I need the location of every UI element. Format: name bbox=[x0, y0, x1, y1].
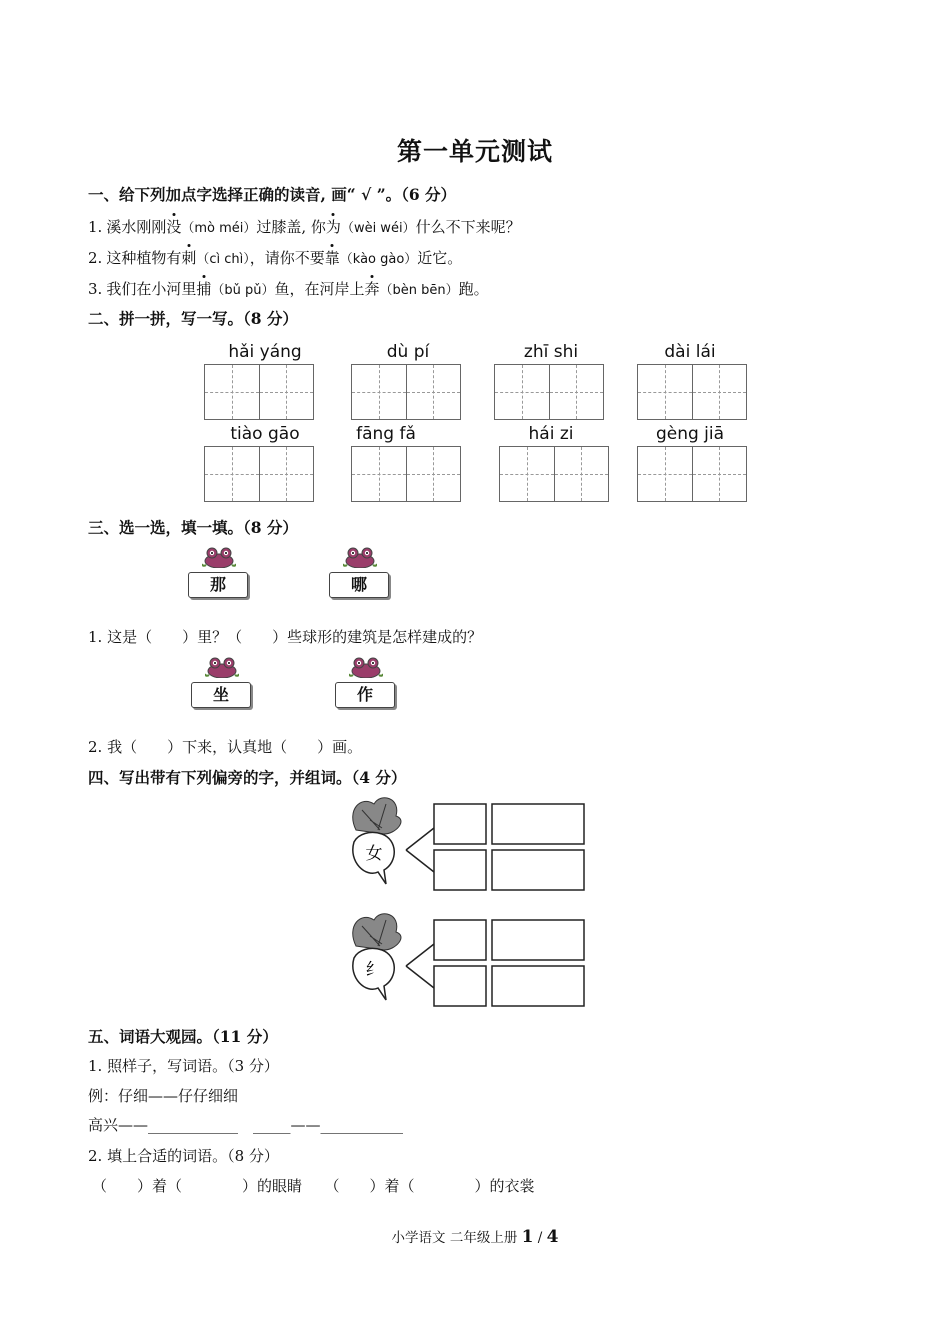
item-number: 1. bbox=[88, 218, 103, 236]
item-text: ，请你不要 bbox=[249, 249, 325, 267]
frog-icon bbox=[343, 546, 377, 568]
footer-sep: / bbox=[533, 1230, 547, 1246]
dotted-char: 没 bbox=[166, 218, 182, 236]
q5-part-1: 1. 照样子，写词语。（3 分） bbox=[88, 1057, 279, 1075]
pinyin-label: hǎi yáng bbox=[228, 342, 302, 362]
page-title: 第一单元测试 bbox=[396, 137, 553, 166]
frog-word-card[interactable] bbox=[188, 546, 250, 592]
pinyin-choice[interactable]: （bèn bēn） bbox=[379, 283, 459, 298]
item-text: 近它。 bbox=[417, 249, 463, 267]
writing-box[interactable] bbox=[204, 446, 314, 502]
q1-item bbox=[88, 278, 489, 299]
q5-part-2: 2. 填上合适的词语。（8 分） bbox=[88, 1147, 279, 1165]
item-number: 2. bbox=[88, 249, 103, 267]
pinyin-choice[interactable]: （mò méi） bbox=[181, 221, 257, 236]
q5-example: 例：仔细——仔仔细细 bbox=[88, 1087, 239, 1105]
pinyin-label: gèng jiā bbox=[655, 424, 725, 444]
frog-icon bbox=[349, 656, 383, 678]
pinyin-choice[interactable]: （wèi wéi） bbox=[340, 221, 416, 236]
item-text: 我们在小河里 bbox=[106, 280, 197, 298]
writing-box[interactable] bbox=[204, 364, 314, 420]
q3-sentence-1: 1. 这是（ ）里？（ ）些球形的建筑是怎样建成的？ bbox=[88, 628, 483, 646]
word-option: 哪 bbox=[329, 572, 389, 598]
q5-answer-line: 高兴——____________ _____——___________ bbox=[88, 1116, 404, 1134]
item-text: 什么不下来呢？ bbox=[415, 218, 521, 236]
word-option: 坐 bbox=[191, 682, 251, 708]
radical-char: 纟 bbox=[365, 960, 383, 980]
radical-figure bbox=[326, 790, 624, 1012]
dotted-char: 奔 bbox=[364, 280, 380, 298]
item-text: 跑。 bbox=[458, 280, 489, 298]
dotted-char: 捕 bbox=[196, 280, 212, 298]
pinyin-label: hái zi bbox=[528, 424, 574, 444]
frog-word-card[interactable] bbox=[329, 546, 391, 592]
footer-total: 4 bbox=[546, 1227, 559, 1247]
writing-box[interactable] bbox=[637, 364, 747, 420]
dotted-char: 为 bbox=[325, 218, 341, 236]
frog-icon bbox=[202, 546, 236, 568]
item-text: 这种植物有 bbox=[106, 249, 182, 267]
q4-heading: 四、写出带有下列偏旁的字，并组词。（4 分） bbox=[88, 768, 407, 787]
item-text: 鱼，在河岸上 bbox=[274, 280, 365, 298]
word-option: 那 bbox=[188, 572, 248, 598]
page-footer bbox=[0, 1226, 950, 1247]
q5-fill-line: （ ）着（ ）的眼睛 （ ）着（ ）的衣裳 bbox=[92, 1177, 535, 1195]
frog-icon bbox=[205, 656, 239, 678]
pinyin-choice[interactable]: （kào gào） bbox=[339, 252, 418, 267]
pinyin-choice[interactable]: （bǔ pǔ） bbox=[211, 283, 275, 298]
q1-item bbox=[88, 216, 521, 237]
writing-box[interactable] bbox=[499, 446, 609, 502]
pinyin-label: dài lái bbox=[664, 342, 716, 362]
footer-subject: 小学语文 二年级上册 bbox=[391, 1230, 518, 1246]
item-text: 过膝盖, 你 bbox=[256, 218, 326, 236]
q1-item bbox=[88, 247, 462, 268]
q2-heading: 二、拼一拼，写一写。（8 分） bbox=[88, 309, 298, 328]
item-text: 溪水刚刚 bbox=[106, 218, 167, 236]
pinyin-label: tiào gāo bbox=[230, 424, 300, 444]
pinyin-label: zhī shi bbox=[523, 342, 579, 362]
dotted-char: 刺 bbox=[181, 249, 197, 267]
writing-box[interactable] bbox=[637, 446, 747, 502]
q3-heading: 三、选一选，填一填。（8 分） bbox=[88, 518, 298, 537]
radical-char: 女 bbox=[365, 844, 383, 864]
dotted-char: 靠 bbox=[324, 249, 340, 267]
q5-heading: 五、词语大观园。（11 分） bbox=[88, 1027, 278, 1046]
pinyin-choice[interactable]: （cì chì） bbox=[196, 252, 250, 267]
pinyin-label: fāng fǎ bbox=[356, 424, 416, 444]
q3-sentence-2: 2. 我（ ）下来，认真地（ ）画。 bbox=[88, 738, 363, 756]
q1-heading: 一、给下列加点字选择正确的读音, 画“ √ ”。（6 分） bbox=[88, 185, 457, 204]
word-option: 作 bbox=[335, 682, 395, 708]
item-number: 3. bbox=[88, 280, 103, 298]
writing-box[interactable] bbox=[494, 364, 604, 420]
pinyin-label: dù pí bbox=[386, 342, 430, 362]
footer-page: 1 bbox=[521, 1227, 534, 1247]
writing-box[interactable] bbox=[351, 364, 461, 420]
frog-word-card[interactable] bbox=[335, 656, 397, 702]
writing-box[interactable] bbox=[351, 446, 461, 502]
frog-word-card[interactable] bbox=[191, 656, 253, 702]
